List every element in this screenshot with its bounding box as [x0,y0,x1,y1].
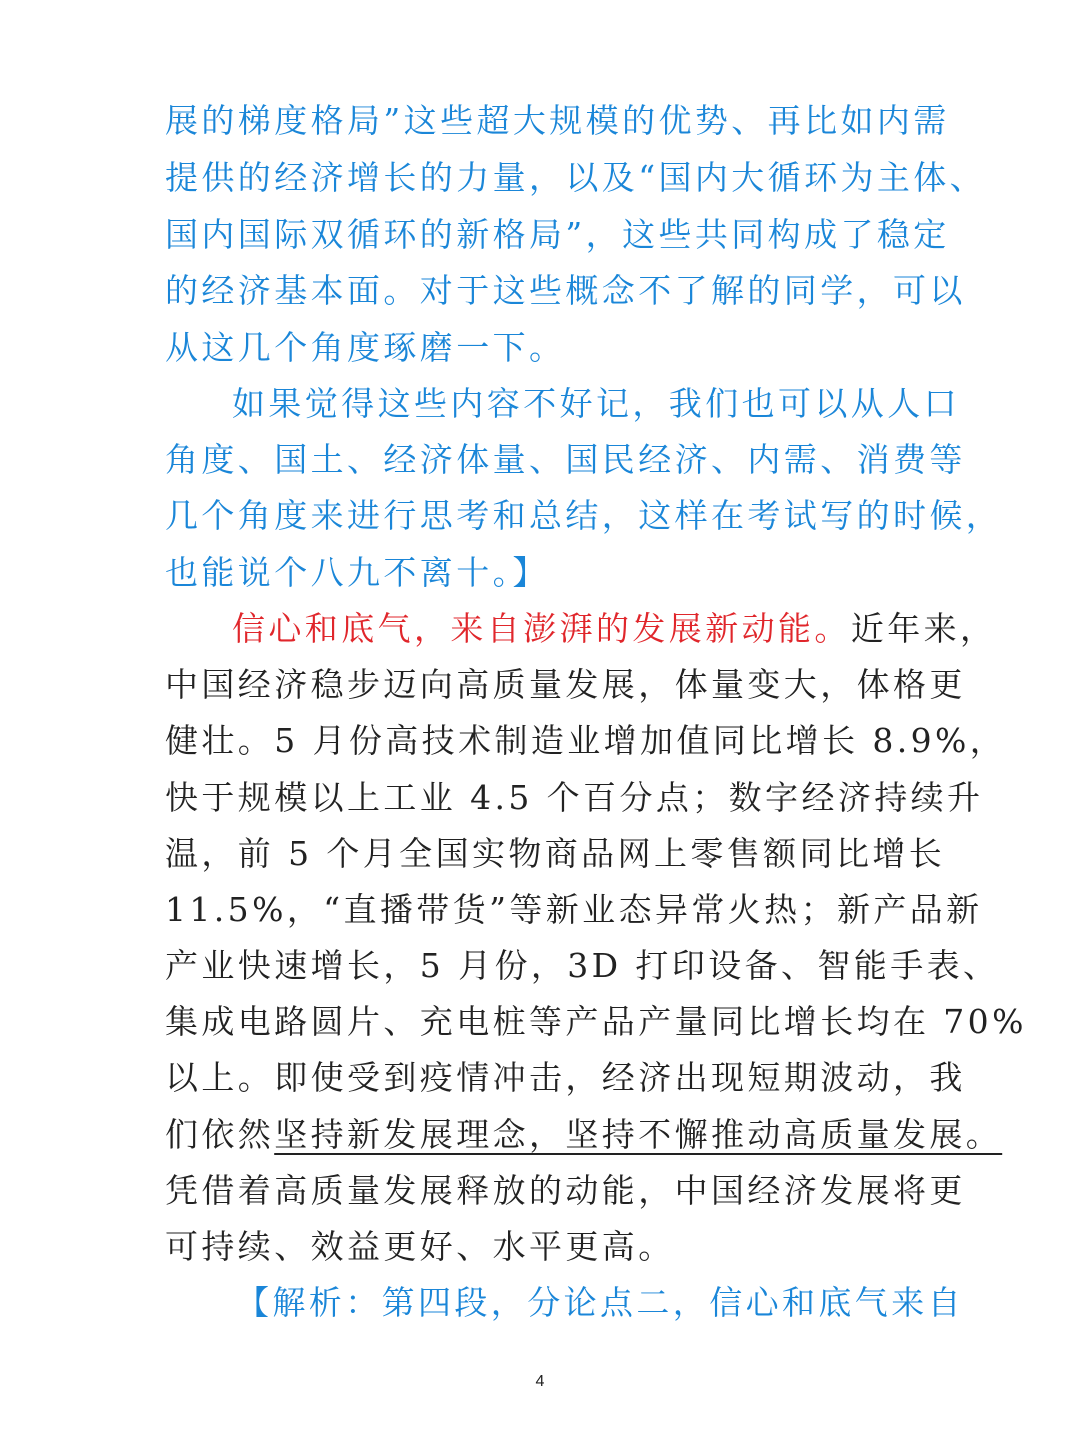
body-line: 中国经济稳步迈向高质量发展，体量变大，体格更 [165,665,966,704]
body-line: 凭借着高质量发展释放的动能，中国经济发展将更 [165,1171,966,1210]
annotation-line: 【解析：第四段，分论点二，信心和底气来自 [236,1283,964,1322]
annotation-line: 国内国际双循环的新格局”，这些共同构成了稳定 [165,215,950,254]
underlined-key-phrase: 坚持新发展理念，坚持不懈推动高质量发展。 [274,1115,1003,1154]
body-line: 集成电路圆片、充电桩等产品产量同比增长均在 70% [165,1002,1027,1041]
body-line: 11.5%，“直播带货”等新业态异常火热；新产品新 [165,890,983,929]
section-heading: 信心和底气，来自澎湃的发展新动能。 [232,609,851,648]
body-line: 可持续、效益更好、水平更高。 [165,1227,675,1266]
body-line: 温，前 5 个月全国实物商品网上零售额同比增长 [165,834,946,873]
annotation-line: 从这几个角度琢磨一下。 [165,328,566,367]
body-line: 以上。即使受到疫情冲击，经济出现短期波动，我 [165,1058,966,1097]
annotation-line: 如果觉得这些内容不好记，我们也可以从人口 [232,384,960,423]
annotation-line: 提供的经济增长的力量，以及“国内大循环为主体、 [165,158,987,197]
annotation-line: 角度、国土、经济体量、国民经济、内需、消费等 [165,440,966,479]
annotation-line: 也能说个八九不离十。】 [165,553,549,592]
annotation-line: 的经济基本面。对于这些概念不了解的同学，可以 [165,271,966,310]
body-line: 健壮。5 月份高技术制造业增加值同比增长 8.9%， [165,721,1007,760]
body-line: 产业快速增长，5 月份，3D 打印设备、智能手表、 [165,946,1000,985]
body-line: 快于规模以上工业 4.5 个百分点；数字经济持续升 [165,778,984,817]
body-first-line [232,601,997,657]
page-number: 4 [535,1373,545,1390]
body-text: 近年来， [850,609,997,648]
body-line-underlined [165,1107,1003,1163]
annotation-line: 几个角度来进行思考和总结，这样在考试写的时候， [165,496,1003,535]
body-text: 们依然 [165,1115,275,1154]
annotation-line: 展的梯度格局”这些超大规模的优势、再比如内需 [165,101,950,140]
